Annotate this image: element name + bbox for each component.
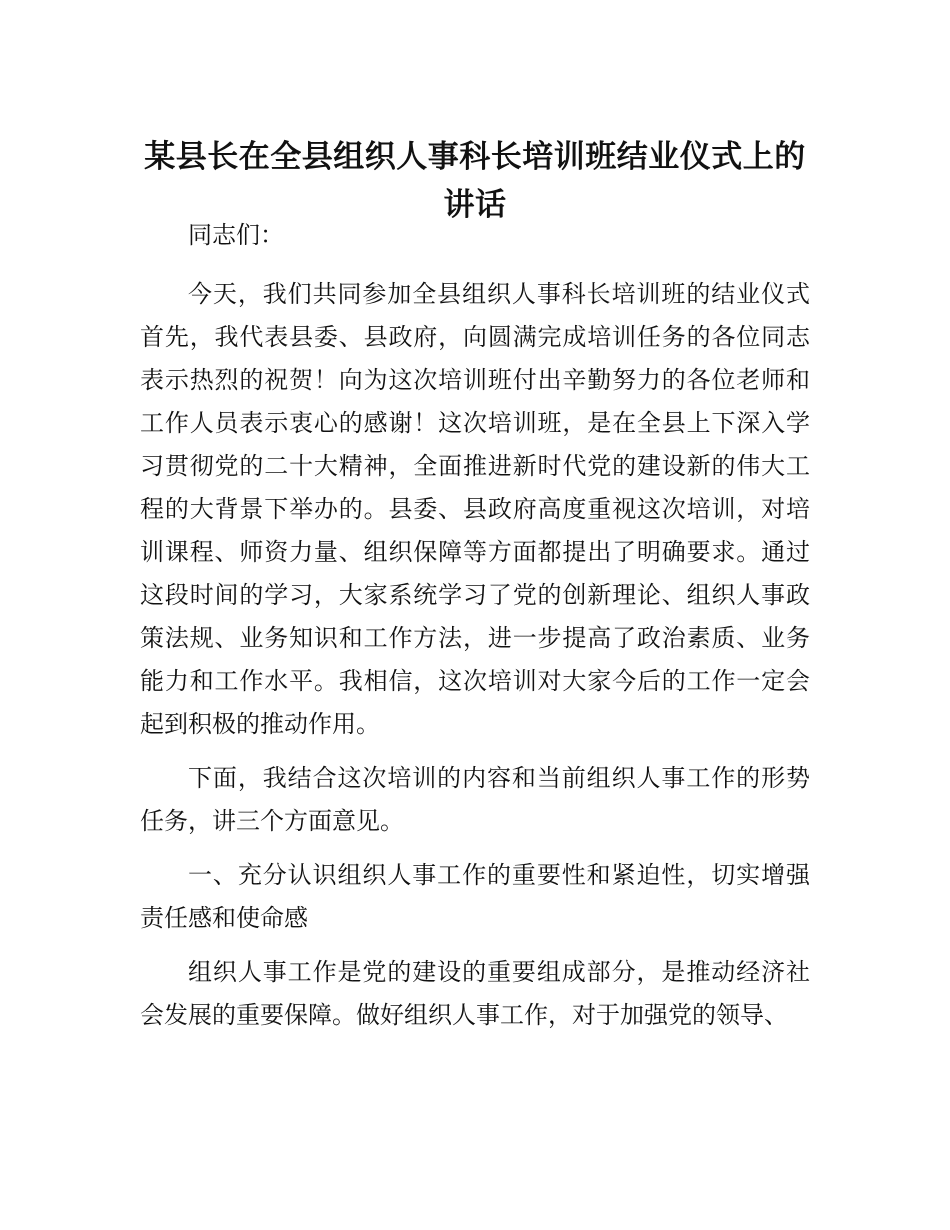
document-body [140, 214, 810, 1048]
opening-paragraph: 今天，我们共同参加全县组织人事科长培训班的结业仪式首先，我代表县委、县政府，向圆满完成培训任务的各位同志表示热烈的祝贺！向为这次培训班付出辛勤努力的各位老师和工作人员表示衷心的感谢！这次培训班，是在全县上下深入学习贯彻党的二十大精神，全面推进新时代党的建设新的伟大工程的大背景下举办的。县委、县政府高度重视这次培训，对培训课程、师资力量、组织保障等方面都提出了明确要求。通过这段时间的学习，大家系统学习了党的创新理论、组织人事政策法规、业务知识和工作方法，进一步提高了政治素质、业务能力和工作水平。我相信，这次培训对大家今后的工作一定会起到积极的推动作用。 [140, 280, 810, 738]
section-1-paragraph: 组织人事工作是党的建设的重要组成部分，是推动经济社会发展的重要保障。做好组织人事工作，对于加强党的领导、 [140, 958, 810, 1029]
salutation-paragraph: 同志们： [188, 221, 284, 249]
document-title: 某县长在全县组织人事科长培训班结业仪式上的讲话 [144, 138, 806, 223]
section-heading-1: 一、充分认识组织人事工作的重要性和紧迫性，切实增强责任感和使命感 [140, 861, 810, 932]
transition-paragraph: 下面，我结合这次培训的内容和当前组织人事工作的形势任务，讲三个方面意见。 [140, 764, 810, 835]
